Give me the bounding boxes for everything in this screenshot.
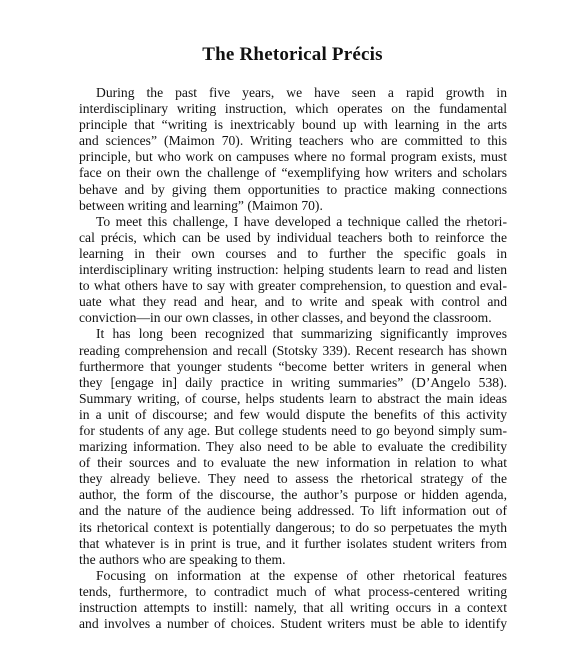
text-line: During the past five years, we have seen a rapid growth in xyxy=(96,85,507,100)
text-line: the authors who are speaking to them. xyxy=(79,551,286,567)
text-line: It has long been recognized that summarizing significantly improves xyxy=(96,326,507,342)
text-line: learning in their own courses and to further the specific goals in xyxy=(79,245,507,261)
text-line: in a unit of discourse; and few would dispute the benefits of this activity xyxy=(79,406,507,422)
text-line: principle, but who work on campuses where no formal program exists, must xyxy=(79,149,507,165)
text-line: to what others have to say with greater comprehension, to question and eval- xyxy=(79,278,507,294)
text-line: between writing and learning” (Maimon 70). xyxy=(79,197,323,213)
text-line: conviction—in our own classes, in other classes, and beyond the classroom. xyxy=(79,310,492,326)
page-title: The Rhetorical Précis xyxy=(202,44,383,65)
text-line: reading comprehension and recall (Stotsky 339). Recent research has shown xyxy=(79,342,507,358)
text-line: for students of any age. But college students need to go beyond simply sum- xyxy=(79,422,507,438)
text-line: uate what they read and hear, and to write and speak with control and xyxy=(79,294,507,310)
text-line: they [engage in] daily practice in writing summaries” (D’Angelo 538). xyxy=(79,374,507,390)
text-line: interdisciplinary writing instruction: helping students learn to read and listen xyxy=(79,262,507,278)
text-line: author, the form of the discourse, the author’s purpose or hidden agenda, xyxy=(79,487,507,503)
body-text xyxy=(79,85,507,632)
text-line: instruction attempts to instill: namely, that all writing occurs in a context xyxy=(79,600,507,615)
text-line: furthermore that younger students “become better writers in general when xyxy=(79,358,507,374)
text-line: principle that “writing is inextricably bound up with learning in the arts xyxy=(79,117,507,133)
text-line: that whatever is in print is true, and it further isolates student writers from xyxy=(79,535,507,551)
text-line: tends, furthermore, to contradict much of what process-centered writing xyxy=(79,583,507,599)
text-line: face on their own the challenge of “exemplifying how writers and scholars xyxy=(79,165,507,181)
text-line: cal précis, which can be used by individual teachers both to reinforce the xyxy=(79,229,507,245)
text-line: marizing information. They also need to be able to evaluate the credibility xyxy=(79,439,507,455)
text-line: To meet this challenge, I have developed a technique called the rhetori- xyxy=(96,213,507,229)
text-line: Summary writing, of course, helps students learn to abstract the main ideas xyxy=(79,390,507,406)
text-line: interdisciplinary writing instruction, which operates on the fundamental xyxy=(79,101,507,117)
text-line: its rhetorical context is potentially dangerous; to do so perpetuates the myth xyxy=(79,519,507,535)
text-line: Focusing on information at the expense of other rhetorical features xyxy=(96,567,507,583)
text-line: and sciences” (Maimon 70). Writing teachers who are committed to this xyxy=(79,133,507,149)
text-line: and the nature of the audience being addressed. To lift information out of xyxy=(79,503,507,519)
text-line: and involves a number of choices. Student writers must be able to identify xyxy=(79,616,507,632)
text-line: they already believe. They need to assess the rhetorical strategy of the xyxy=(79,471,507,487)
text-line: of their sources and to evaluate the new information in relation to what xyxy=(79,455,507,471)
text-line: behave and by giving them opportunities to practice making connections xyxy=(79,181,507,197)
